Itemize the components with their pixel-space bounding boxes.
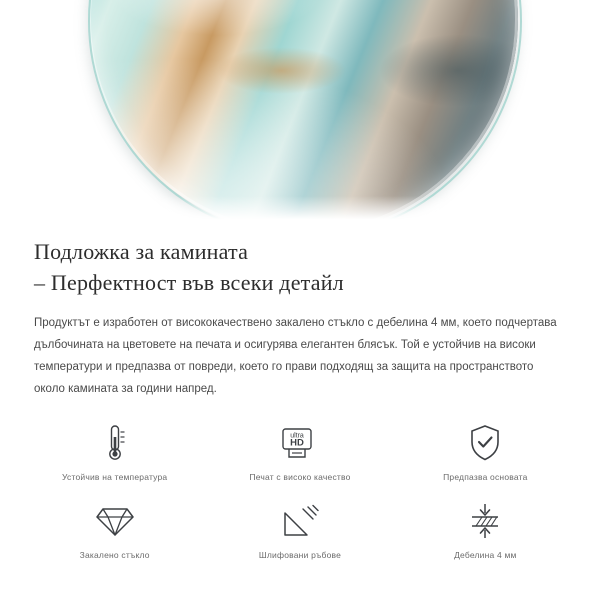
feature-tempered-glass bbox=[22, 500, 207, 560]
polished-edges-icon bbox=[281, 500, 319, 542]
thermometer-icon bbox=[102, 422, 128, 464]
product-description: Продуктът е изработен от висококачествено закалено стъкло с дебелина 4 мм, което подчертава дълбочината на цветовете на печата и осигурява елегантен блясък. Той е устойчив на високи температури и предпазва от повреди, което го прави подходящ за защита на пространството около камината за години напред. bbox=[34, 317, 557, 395]
svg-text:HD: HD bbox=[290, 437, 304, 449]
feature-label: Дебелина 4 мм bbox=[454, 550, 517, 560]
feature-label: Предпазва основата bbox=[443, 472, 528, 482]
feature-label: Устойчив на температура bbox=[61, 472, 168, 482]
page-title-line-2: – Перфектност във всеки детайл bbox=[34, 270, 344, 295]
feature-protects-surface bbox=[393, 422, 578, 482]
feature-label: Печат с високо качество bbox=[249, 472, 351, 482]
feature-grid bbox=[0, 422, 600, 560]
page-title bbox=[34, 236, 566, 298]
page-title-line-1: Подложка за камината bbox=[34, 239, 249, 264]
feature-polished-edges bbox=[207, 500, 392, 560]
feature-temperature-resistant bbox=[22, 422, 207, 482]
text-content bbox=[0, 222, 600, 400]
svg-text:ultra: ultra bbox=[290, 432, 304, 440]
thickness-arrows-icon bbox=[468, 500, 502, 542]
feature-thickness bbox=[393, 500, 578, 560]
hero-image bbox=[0, 0, 600, 222]
feature-label: Шлифовани ръбове bbox=[258, 550, 342, 560]
shield-check-icon bbox=[468, 422, 502, 464]
diamond-icon bbox=[95, 500, 135, 542]
glass-plate-graphic bbox=[88, 0, 518, 222]
feature-label: Закалено стъкло bbox=[79, 550, 150, 560]
ultra-hd-print-icon bbox=[278, 422, 322, 464]
feature-print-quality bbox=[207, 422, 392, 482]
hero-bottom-fade bbox=[0, 196, 600, 222]
